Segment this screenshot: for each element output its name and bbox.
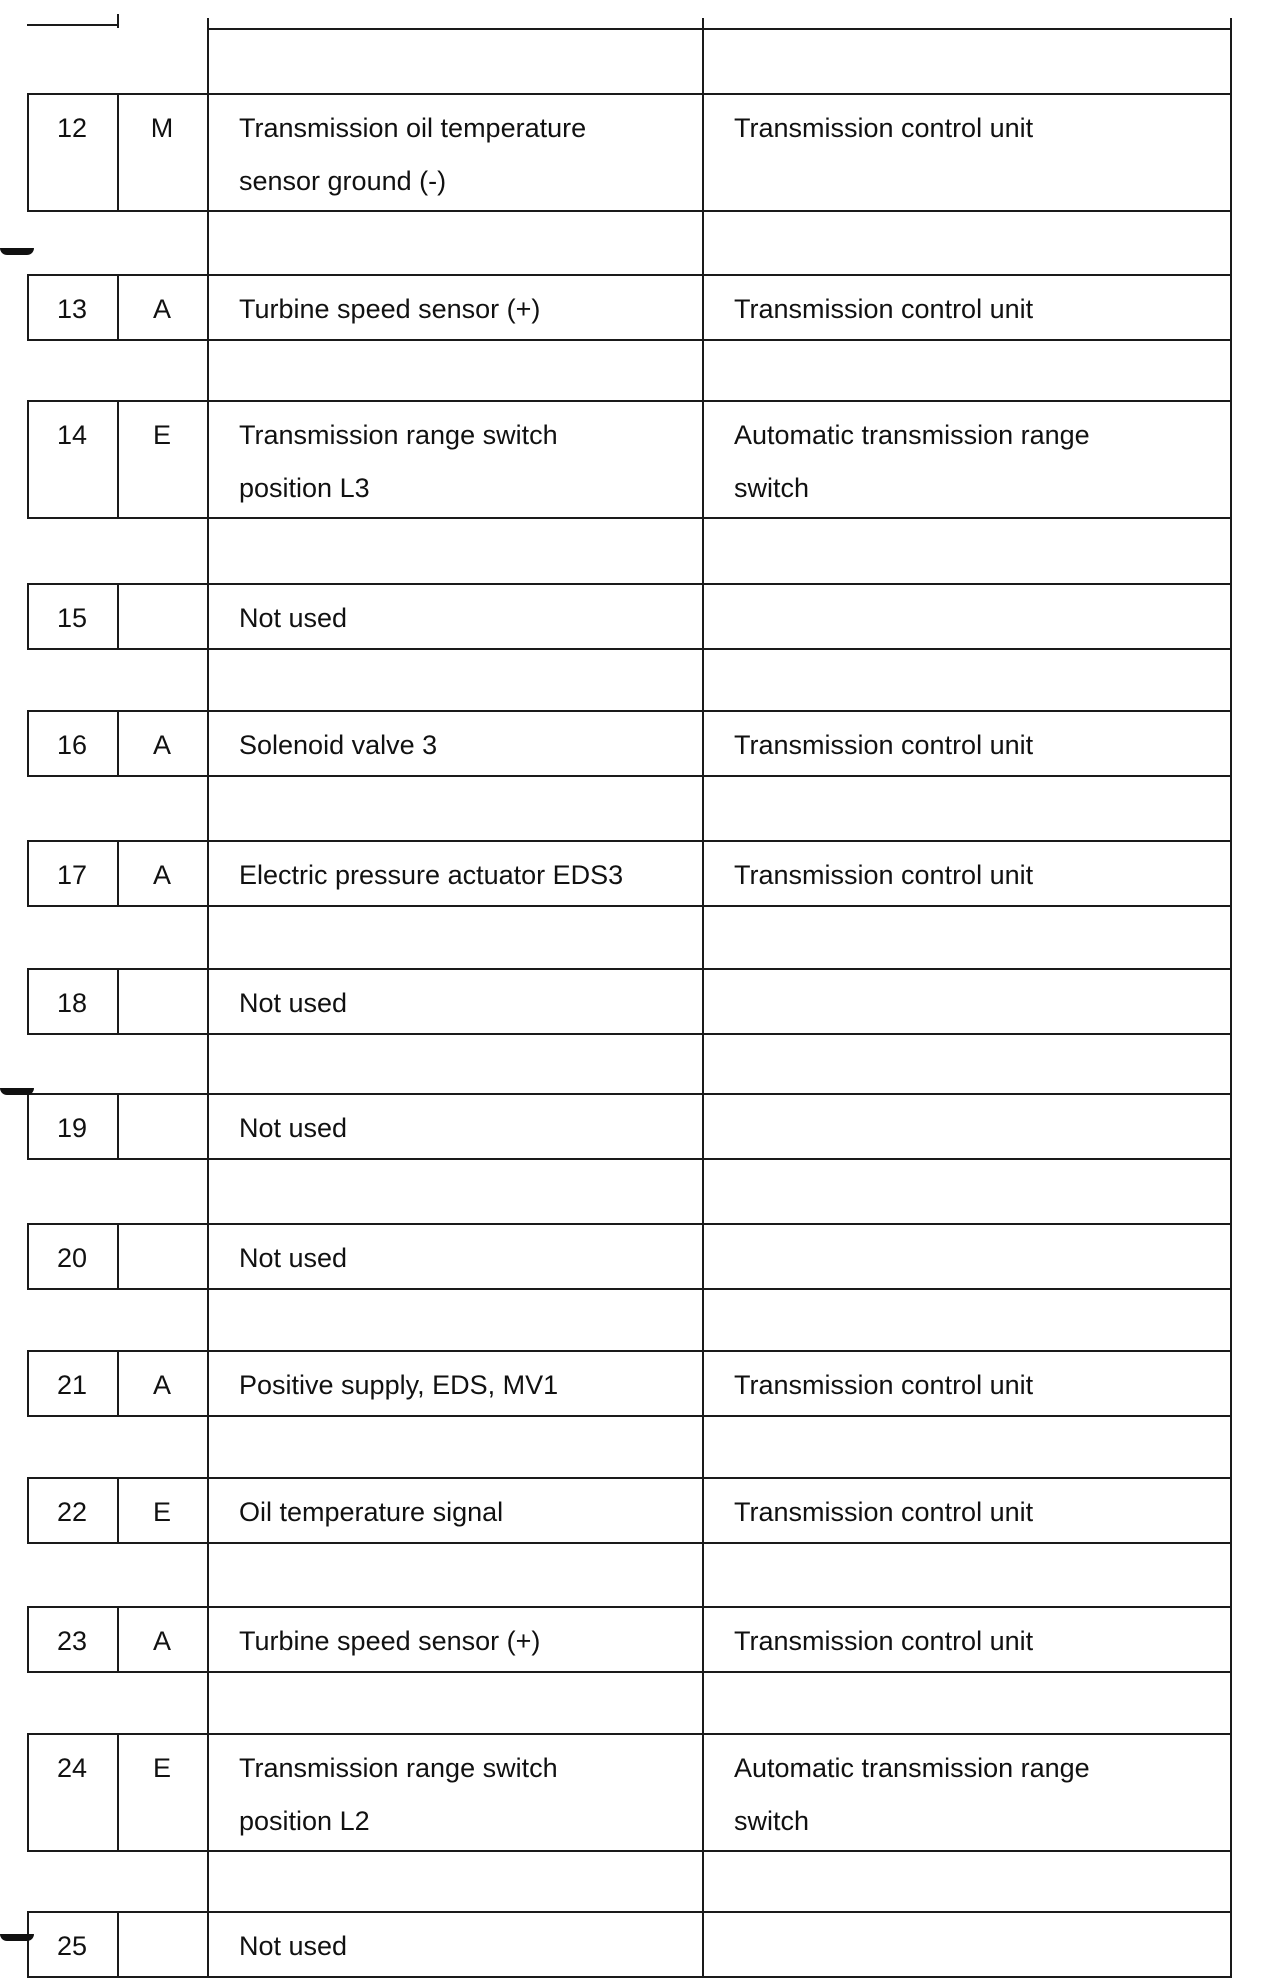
pin-number: 16 bbox=[56, 730, 88, 760]
connection-text: Transmission control unit bbox=[734, 1370, 1034, 1400]
description-text: Positive supply, EDS, MV1 bbox=[239, 1370, 559, 1400]
signal-type: A bbox=[152, 1626, 171, 1656]
connection-text: switch bbox=[734, 473, 810, 503]
signal-type: A bbox=[152, 294, 171, 324]
description-text: Transmission oil temperature bbox=[239, 113, 587, 143]
column-divider bbox=[702, 1093, 704, 1160]
pin-number: 13 bbox=[56, 294, 88, 324]
description-text: Not used bbox=[239, 1243, 348, 1273]
connection-text: switch bbox=[734, 1806, 810, 1836]
code-column-line bbox=[117, 1223, 119, 1290]
description-text: Solenoid valve 3 bbox=[239, 730, 438, 760]
code-column-line bbox=[117, 968, 119, 1035]
signal-type: M bbox=[150, 113, 174, 143]
column-divider bbox=[207, 210, 209, 274]
pin-number: 22 bbox=[56, 1497, 88, 1527]
column-divider bbox=[207, 840, 209, 907]
code-column-line bbox=[117, 583, 119, 650]
column-divider bbox=[207, 1542, 209, 1606]
column-divider bbox=[702, 400, 704, 519]
column-divider bbox=[702, 968, 704, 1035]
column-divider bbox=[207, 93, 209, 212]
punch-mark bbox=[0, 1088, 34, 1095]
column-divider bbox=[1230, 274, 1232, 341]
column-divider bbox=[1230, 339, 1232, 400]
signal-type: E bbox=[152, 1753, 171, 1783]
column-divider bbox=[1230, 1542, 1232, 1606]
column-divider bbox=[1230, 1911, 1232, 1978]
description-text: position L2 bbox=[239, 1806, 370, 1836]
column-divider bbox=[1230, 1223, 1232, 1290]
column-divider bbox=[1230, 1606, 1232, 1673]
column-divider bbox=[1230, 1093, 1232, 1160]
column-divider bbox=[1230, 210, 1232, 274]
description-text: Turbine speed sensor (+) bbox=[239, 294, 541, 324]
column-divider bbox=[702, 1606, 704, 1673]
column-divider bbox=[207, 339, 209, 400]
column-divider bbox=[702, 1733, 704, 1852]
column-divider bbox=[702, 93, 704, 212]
column-divider bbox=[1230, 583, 1232, 650]
pin-number: 19 bbox=[56, 1113, 88, 1143]
code-column-line bbox=[117, 1093, 119, 1160]
pin-number: 14 bbox=[56, 420, 88, 450]
column-divider bbox=[1230, 1350, 1232, 1417]
column-divider bbox=[1230, 1288, 1232, 1350]
column-divider bbox=[1230, 968, 1232, 1035]
description-text: Transmission range switch bbox=[239, 420, 558, 450]
punch-mark bbox=[0, 248, 34, 255]
description-text: sensor ground (-) bbox=[239, 166, 447, 196]
connection-text: Automatic transmission range bbox=[734, 420, 1090, 450]
column-divider bbox=[207, 1415, 209, 1477]
description-text: Turbine speed sensor (+) bbox=[239, 1626, 541, 1656]
column-divider bbox=[207, 1850, 209, 1911]
column-divider bbox=[1230, 1158, 1232, 1223]
column-divider bbox=[207, 775, 209, 840]
pin-number: 12 bbox=[56, 113, 88, 143]
column-divider bbox=[702, 1415, 704, 1477]
column-divider bbox=[702, 1850, 704, 1911]
column-divider bbox=[207, 1093, 209, 1160]
description-text: Transmission range switch bbox=[239, 1753, 558, 1783]
connection-text: Transmission control unit bbox=[734, 860, 1034, 890]
column-divider bbox=[702, 210, 704, 274]
column-divider bbox=[702, 710, 704, 777]
column-divider bbox=[207, 1606, 209, 1673]
column-divider bbox=[702, 1288, 704, 1350]
column-divider bbox=[207, 968, 209, 1035]
signal-type: E bbox=[152, 420, 171, 450]
column-divider bbox=[207, 517, 209, 583]
column-divider bbox=[702, 1671, 704, 1733]
column-divider bbox=[207, 1288, 209, 1350]
description-text: Not used bbox=[239, 603, 348, 633]
column-divider bbox=[1230, 1671, 1232, 1733]
column-divider bbox=[702, 1223, 704, 1290]
signal-type: E bbox=[152, 1497, 171, 1527]
column-divider bbox=[207, 274, 209, 341]
column-divider bbox=[207, 710, 209, 777]
column-divider bbox=[1230, 710, 1232, 777]
column-divider bbox=[702, 339, 704, 400]
column-divider bbox=[207, 1911, 209, 1978]
column-divider bbox=[1230, 93, 1232, 212]
column-divider bbox=[207, 1350, 209, 1417]
pin-number: 18 bbox=[56, 988, 88, 1018]
row-divider bbox=[27, 24, 117, 26]
column-divider bbox=[207, 583, 209, 650]
column-divider bbox=[207, 905, 209, 968]
column-divider bbox=[702, 905, 704, 968]
pin-number: 17 bbox=[56, 860, 88, 890]
column-divider bbox=[1230, 1033, 1232, 1093]
column-divider bbox=[1230, 1415, 1232, 1477]
column-divider bbox=[702, 1033, 704, 1093]
column-divider bbox=[207, 1477, 209, 1544]
description-text: Not used bbox=[239, 988, 348, 1018]
column-divider bbox=[702, 517, 704, 583]
column-divider bbox=[702, 775, 704, 840]
code-column-line bbox=[117, 1911, 119, 1978]
connection-text: Transmission control unit bbox=[734, 113, 1034, 143]
column-divider bbox=[702, 1911, 704, 1978]
pin-number: 24 bbox=[56, 1753, 88, 1783]
connection-text: Transmission control unit bbox=[734, 294, 1034, 324]
column-divider bbox=[1230, 1477, 1232, 1544]
column-divider bbox=[702, 583, 704, 650]
connection-text: Transmission control unit bbox=[734, 730, 1034, 760]
column-divider bbox=[207, 1733, 209, 1852]
column-divider bbox=[1230, 400, 1232, 519]
column-divider bbox=[702, 1350, 704, 1417]
column-divider bbox=[1230, 648, 1232, 710]
description-text: Not used bbox=[239, 1113, 348, 1143]
punch-mark bbox=[0, 1934, 34, 1941]
signal-type: A bbox=[152, 860, 171, 890]
pin-number: 20 bbox=[56, 1243, 88, 1273]
signal-type: A bbox=[152, 730, 171, 760]
pin-number: 23 bbox=[56, 1626, 88, 1656]
description-text: Oil temperature signal bbox=[239, 1497, 504, 1527]
column-divider bbox=[1230, 1850, 1232, 1911]
description-text: Not used bbox=[239, 1931, 348, 1961]
column-divider bbox=[207, 648, 209, 710]
column-divider bbox=[207, 1158, 209, 1223]
column-divider bbox=[207, 400, 209, 519]
description-text: Electric pressure actuator EDS3 bbox=[239, 860, 624, 890]
column-divider bbox=[702, 1158, 704, 1223]
column-divider bbox=[702, 274, 704, 341]
column-divider bbox=[207, 1033, 209, 1093]
pin-number: 15 bbox=[56, 603, 88, 633]
column-divider bbox=[1230, 517, 1232, 583]
pin-number: 21 bbox=[56, 1370, 88, 1400]
pin-number: 25 bbox=[56, 1931, 88, 1961]
connection-text: Transmission control unit bbox=[734, 1497, 1034, 1527]
column-divider bbox=[702, 840, 704, 907]
signal-type: A bbox=[152, 1370, 171, 1400]
connection-text: Automatic transmission range bbox=[734, 1753, 1090, 1783]
column-divider bbox=[702, 1477, 704, 1544]
column-divider bbox=[702, 648, 704, 710]
column-divider bbox=[207, 1223, 209, 1290]
column-divider bbox=[207, 1671, 209, 1733]
column-divider bbox=[1230, 775, 1232, 840]
description-text: position L3 bbox=[239, 473, 370, 503]
column-divider bbox=[1230, 840, 1232, 907]
connection-text: Transmission control unit bbox=[734, 1626, 1034, 1656]
column-divider bbox=[117, 14, 119, 28]
row-divider bbox=[207, 28, 1232, 30]
column-divider bbox=[1230, 1733, 1232, 1852]
column-divider bbox=[702, 1542, 704, 1606]
column-divider bbox=[1230, 905, 1232, 968]
